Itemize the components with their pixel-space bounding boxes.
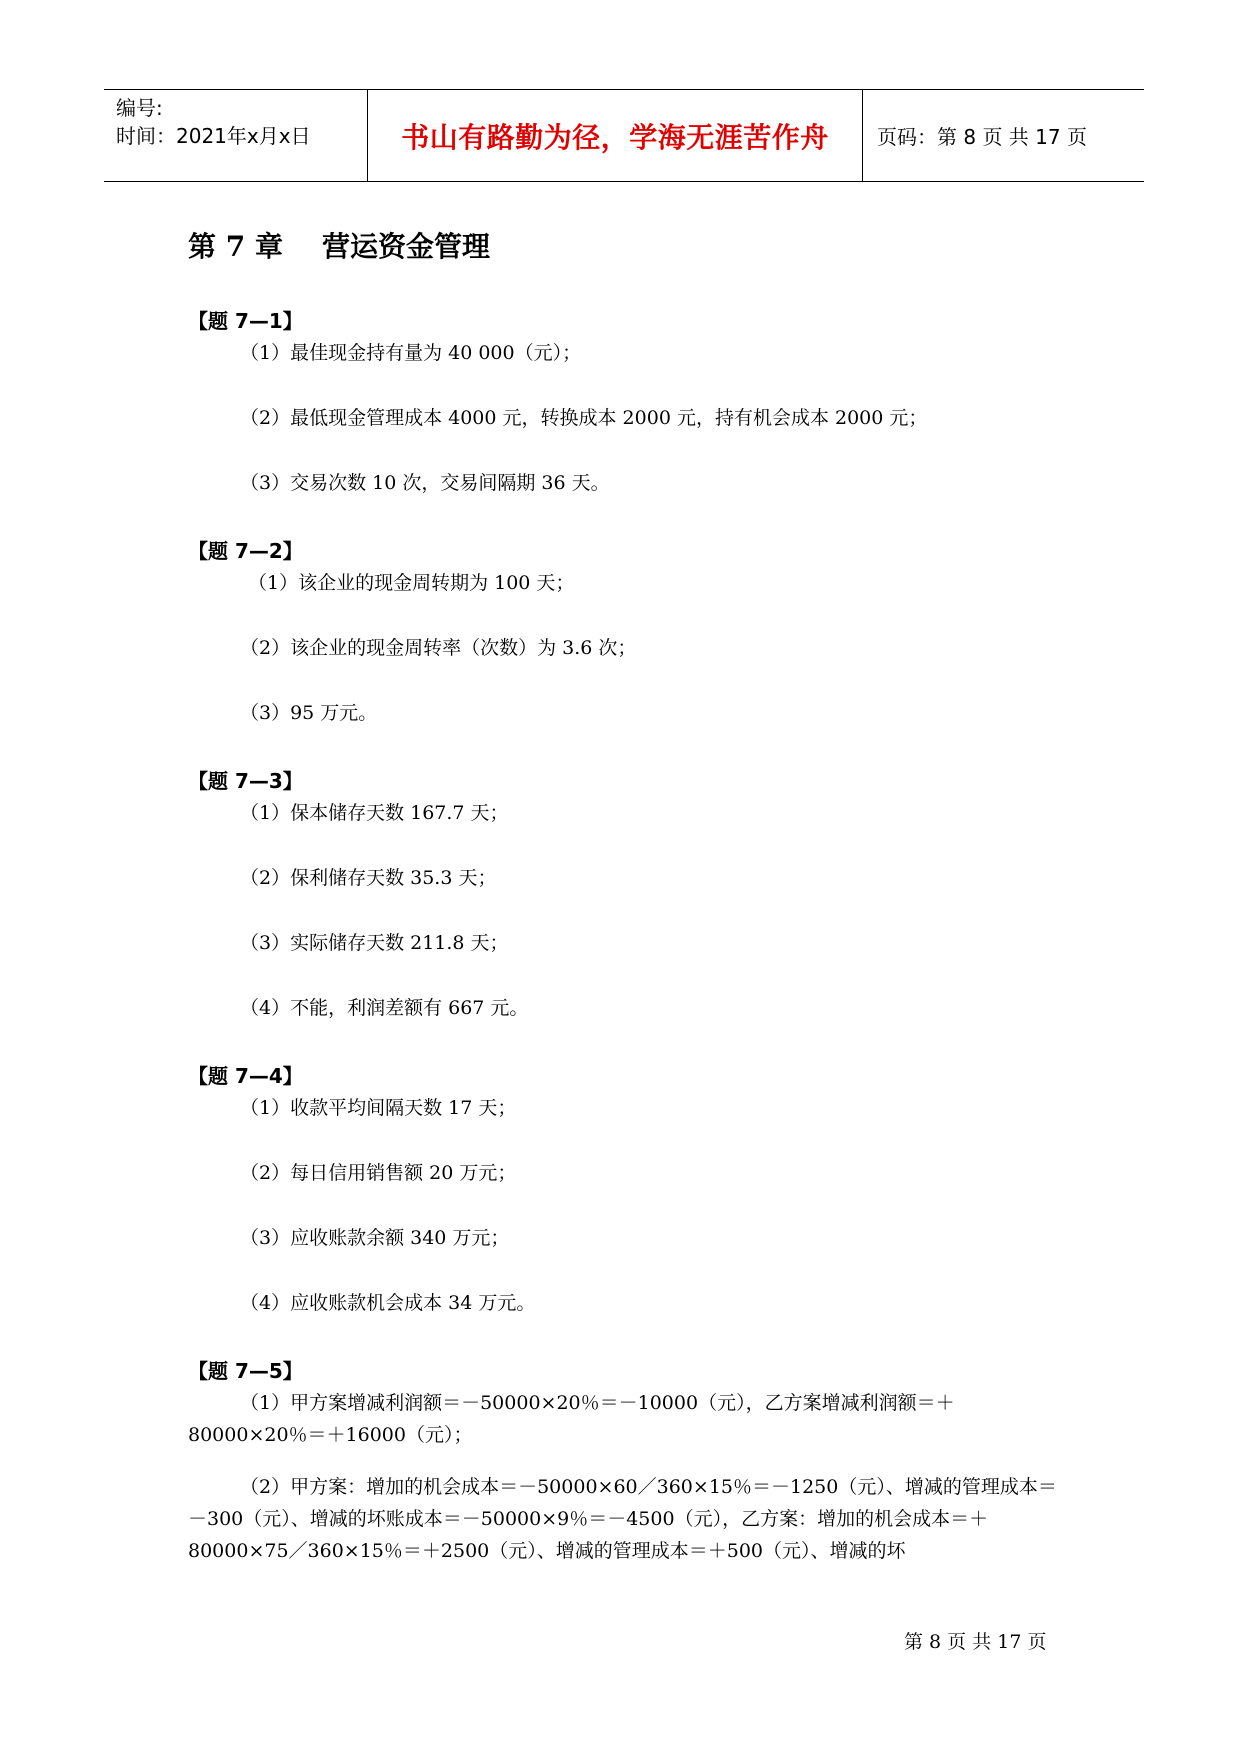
answer-item: （2）最低现金管理成本 4000 元，转换成本 2000 元，持有机会成本 2000 元； xyxy=(240,407,928,429)
answer-item: （1）该企业的现金周转期为 100 天； xyxy=(248,572,575,594)
answer-item: （1）收款平均间隔天数 17 天； xyxy=(240,1097,517,1119)
answer-item: （2）该企业的现金周转率（次数）为 3.6 次； xyxy=(240,637,637,659)
question-title: 【题 7—1】 xyxy=(188,309,303,333)
header-motto: 书山有路勤为径，学海无涯苦作舟 xyxy=(368,90,863,181)
number-label: 编号: xyxy=(116,96,163,120)
header-meta xyxy=(104,90,368,181)
answer-item: （3）实际储存天数 211.8 天； xyxy=(240,932,509,954)
answer-item: （3）95 万元。 xyxy=(240,702,378,724)
page-header xyxy=(104,89,1144,182)
question-title: 【题 7—3】 xyxy=(188,769,303,793)
answer-item: （2）每日信用销售额 20 万元； xyxy=(240,1162,517,1184)
question-title: 【题 7—2】 xyxy=(188,539,303,563)
answer-item: （2）保利储存天数 35.3 天； xyxy=(240,867,497,889)
answer-item: （1）保本储存天数 167.7 天； xyxy=(240,802,509,824)
answer-item: （1）最佳现金持有量为 40 000（元）； xyxy=(240,342,582,364)
document-body xyxy=(188,305,1058,1567)
answer-item: （3）应收账款余额 340 万元； xyxy=(240,1227,510,1249)
time-label: 时间：2021年x月x日 xyxy=(116,124,311,148)
header-page-label: 页码：第 8 页 共 17 页 xyxy=(877,125,1087,149)
page-footer: 第 8 页 共 17 页 xyxy=(904,1631,1047,1653)
question-title: 【题 7—5】 xyxy=(188,1359,303,1383)
answer-item: （3）交易次数 10 次，交易间隔期 36 天。 xyxy=(240,472,610,494)
question-title: 【题 7—4】 xyxy=(188,1064,303,1088)
answer-paragraph: （1）甲方案增减利润额＝－50000×20％＝－10000（元），乙方案增减利润额＝＋80000×20％＝＋16000（元）； xyxy=(188,1392,955,1446)
chapter-title: 第 7 章 营运资金管理 xyxy=(188,230,490,263)
answer-paragraph: （2）甲方案：增加的机会成本＝－50000×60／360×15％＝－1250（元）、增减的管理成本＝－300（元）、增减的坏账成本＝－50000×9％＝－4500（元），乙方案：增加的机会成本＝＋80000×75／360×15％＝＋2500（元）、增减的管理成本＝＋500（元）、增减的坏 xyxy=(188,1476,1057,1562)
answer-paragraphs xyxy=(188,1387,1058,1567)
answer-item: （4）不能，利润差额有 667 元。 xyxy=(240,997,529,1019)
answer-item: （4）应收账款机会成本 34 万元。 xyxy=(240,1292,536,1314)
